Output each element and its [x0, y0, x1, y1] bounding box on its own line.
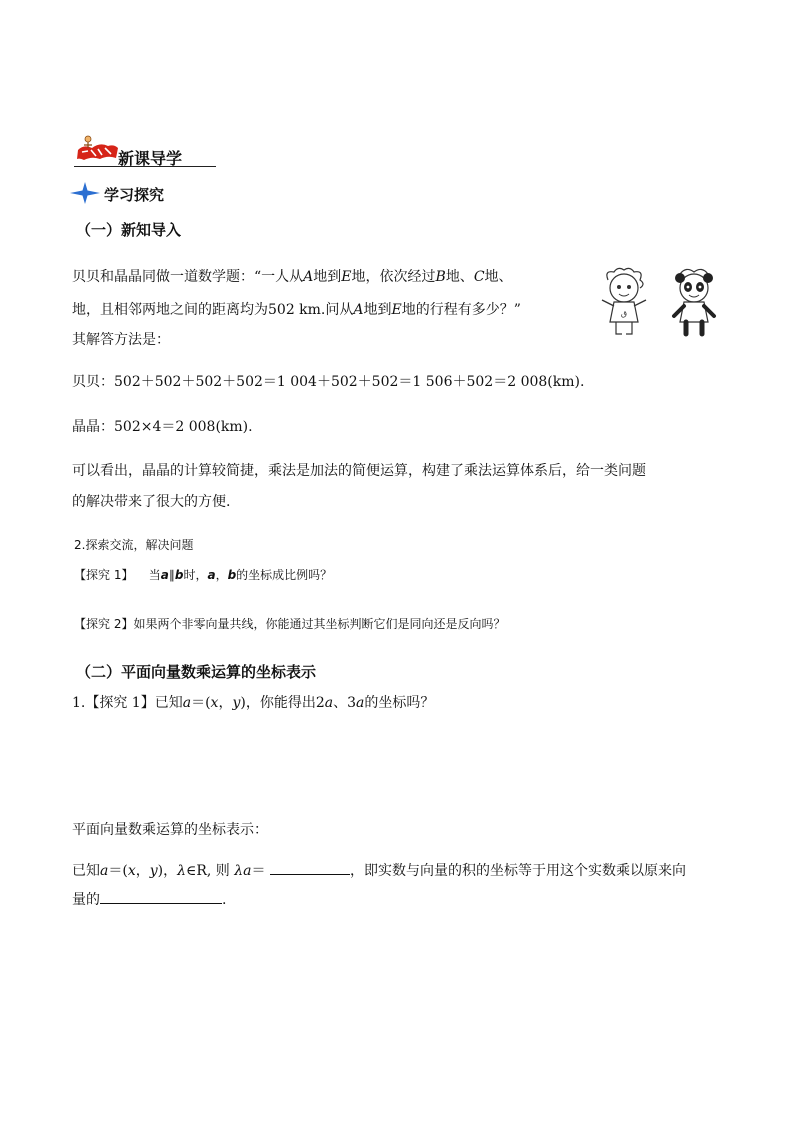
coord-rule-title: 平面向量数乘运算的坐标表示： — [72, 822, 268, 838]
solution-beibei: 贝贝：502＋502＋502＋502＝1 004＋502＋502＝1 506＋502＝2 008(km). — [72, 374, 585, 390]
header-title: 新课导学 — [118, 149, 183, 168]
conclusion-line-1: 可以看出，晶晶的计算较简捷，乘法是加法的简便运算，构建了乘法运算体系后，给一类问题 — [72, 463, 646, 479]
explore-question-2: 【探究 2】如果两个非零向量共线，你能通过其坐标判断它们是同向还是反向吗？ — [74, 617, 506, 631]
fill-blank-line-1: 已知a＝(x，y)，λ∈R, 则 λa＝ ，即实数与向量的积的坐标等于用这个实数乘以原来向 — [72, 860, 686, 880]
problem-line-2: 地，且相邻两地之间的距离均为502 km.问从A地到E地的行程有多少？” — [72, 302, 521, 318]
lesson-logo-icon — [74, 134, 120, 164]
part2-question-1: 1.【探究 1】已知a＝(x，y)，你能得出2a、3a的坐标吗？ — [72, 695, 435, 711]
answer-blank-1[interactable] — [270, 860, 350, 875]
header-underline — [74, 166, 216, 167]
fill-blank-line-2: 量的 . — [72, 889, 226, 909]
answer-blank-2[interactable] — [100, 889, 222, 904]
conclusion-line-2: 的解决带来了很大的方便. — [72, 494, 231, 510]
section-title: 学习探究 — [104, 186, 165, 204]
mascot-panda-icon — [666, 266, 722, 338]
solution-intro: 其解答方法是： — [72, 332, 170, 348]
four-point-star-icon — [70, 182, 100, 204]
solution-jingjing: 晶晶：502×4＝2 008(km). — [72, 419, 253, 435]
explore-question-1: 【探究 1】 当a∥b时，a，b的坐标成比例吗？ — [74, 568, 333, 582]
part1-title: （一）新知导入 — [76, 221, 182, 239]
problem-line-1: 贝贝和晶晶同做一道数学题：“一人从A地到E地，依次经过B地、C地、 — [72, 269, 513, 285]
mascot-jingjing-icon — [598, 266, 650, 338]
part2-title: （二）平面向量数乘运算的坐标表示 — [76, 663, 317, 681]
explore-heading: 2.探索交流，解决问题 — [74, 538, 194, 552]
svg-text:ق: ق — [620, 309, 628, 318]
